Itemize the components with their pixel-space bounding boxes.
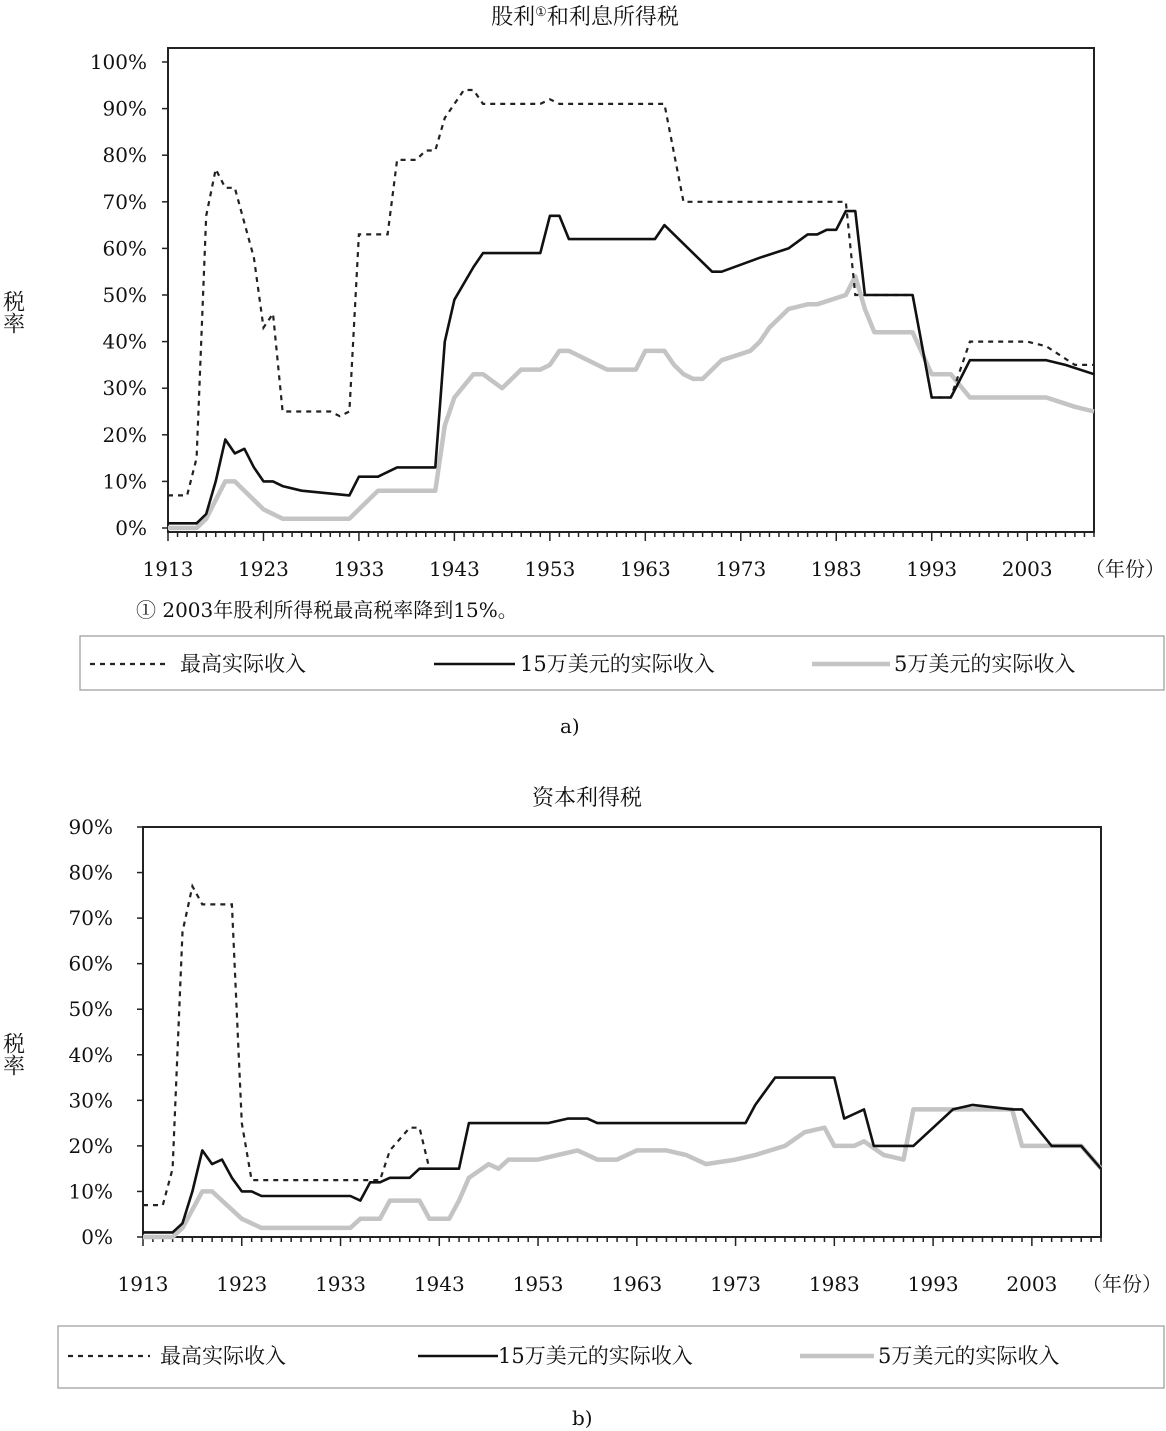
chart-a-x-tick-label: 1933 bbox=[333, 557, 385, 581]
chart-b-legend bbox=[58, 1326, 1164, 1388]
chart-b-legend-label-50k: 5万美元的实际收入 bbox=[878, 1344, 1060, 1368]
chart-a-series-top bbox=[168, 90, 1094, 495]
chart-b-title: 资本利得税 bbox=[531, 786, 643, 811]
chart-a-title: 股利①和利息所得税 bbox=[491, 5, 679, 30]
chart-a-y-tick-label: 30% bbox=[102, 376, 147, 401]
chart-a-x-unit: （年份） bbox=[1085, 557, 1165, 581]
chart-a-series bbox=[168, 90, 1094, 528]
chart-b-y-tick-label: 0% bbox=[81, 1225, 113, 1249]
chart-b-plot-frame bbox=[143, 827, 1101, 1237]
chart-a-x-tick-label: 1953 bbox=[524, 557, 576, 581]
chart-b-x-tick-label: 1963 bbox=[611, 1272, 663, 1296]
chart-a-legend-label-top: 最高实际收入 bbox=[180, 652, 306, 676]
chart-a-x-ticks bbox=[143, 532, 1094, 581]
chart-b-x-tick-label: 1953 bbox=[512, 1272, 564, 1296]
chart-a-y-tick-label: 50% bbox=[102, 283, 147, 307]
chart-b-y-tick-label: 60% bbox=[68, 951, 113, 976]
chart-b bbox=[0, 786, 1164, 1430]
chart-b-y-tick-label: 10% bbox=[68, 1179, 113, 1204]
chart-b-caption: b) bbox=[572, 1406, 593, 1430]
chart-a-y-tick-label: 80% bbox=[102, 143, 147, 168]
chart-a-plot-frame bbox=[168, 48, 1094, 532]
chart-a-x-tick-label: 1993 bbox=[906, 557, 958, 581]
chart-b-x-tick-label: 1933 bbox=[315, 1272, 366, 1296]
chart-b-y-tick-label: 50% bbox=[68, 997, 113, 1022]
chart-b-x-tick-label: 2003 bbox=[1006, 1272, 1058, 1296]
chart-b-y-tick-label: 80% bbox=[68, 860, 113, 885]
chart-a-y-tick-label: 90% bbox=[102, 96, 147, 121]
chart-a-x-tick-label: 2003 bbox=[1001, 557, 1053, 581]
chart-a-x-tick-label: 1973 bbox=[715, 557, 767, 581]
chart-b-x-tick-label: 1913 bbox=[117, 1272, 169, 1296]
chart-b-legend-label-150k: 15万美元的实际收入 bbox=[498, 1344, 693, 1368]
chart-a-series-150k bbox=[168, 211, 1094, 523]
chart-b-series bbox=[143, 886, 1101, 1237]
chart-b-x-tick-label: 1923 bbox=[216, 1272, 268, 1296]
chart-a-y-tick-label: 0% bbox=[115, 516, 147, 540]
chart-b-x-tick-label: 1973 bbox=[710, 1272, 762, 1296]
chart-a-x-tick-label: 1963 bbox=[619, 557, 671, 581]
chart-b-ylabel: 税率 bbox=[0, 1032, 25, 1076]
chart-b-x-ticks bbox=[118, 1237, 1101, 1296]
chart-b-series-top bbox=[143, 886, 429, 1205]
chart-b-y-tick-label: 30% bbox=[68, 1088, 113, 1113]
chart-b-y-tick-label: 20% bbox=[68, 1133, 113, 1158]
chart-a-legend bbox=[80, 636, 1164, 690]
chart-a-x-tick-label: 1913 bbox=[142, 557, 194, 581]
chart-b-y-tick-label: 90% bbox=[68, 815, 113, 839]
chart-a-y-tick-label: 10% bbox=[102, 469, 147, 494]
chart-b-x-unit: （年份） bbox=[1082, 1272, 1162, 1296]
chart-a-legend-label-150k: 15万美元的实际收入 bbox=[520, 652, 715, 676]
chart-a-y-tick-label: 20% bbox=[102, 422, 147, 447]
chart-a-y-ticks bbox=[90, 50, 168, 540]
chart-b-x-tick-label: 1943 bbox=[413, 1272, 465, 1296]
chart-a-ylabel: 税率 bbox=[0, 290, 25, 334]
chart-a-y-tick-label: 40% bbox=[102, 329, 147, 354]
chart-a-legend-label-50k: 5万美元的实际收入 bbox=[894, 652, 1076, 676]
chart-b-x-tick-label: 1983 bbox=[808, 1272, 860, 1296]
chart-a-y-tick-label: 70% bbox=[102, 189, 147, 214]
chart-a bbox=[0, 5, 1165, 738]
chart-b-y-tick-label: 40% bbox=[68, 1042, 113, 1067]
chart-b-y-ticks bbox=[69, 815, 143, 1249]
chart-a-footnote: ① 2003年股利所得税最高税率降到15%。 bbox=[136, 598, 518, 622]
chart-b-series-50k bbox=[143, 1109, 1101, 1237]
chart-a-x-tick-label: 1923 bbox=[238, 557, 289, 581]
chart-a-y-tick-label: 100% bbox=[89, 50, 147, 74]
chart-a-x-tick-label: 1983 bbox=[810, 557, 862, 581]
chart-b-x-tick-label: 1993 bbox=[907, 1272, 959, 1296]
chart-a-x-tick-label: 1943 bbox=[428, 557, 480, 581]
chart-b-legend-label-top: 最高实际收入 bbox=[160, 1344, 286, 1368]
chart-a-caption: a) bbox=[560, 714, 580, 738]
chart-a-y-tick-label: 60% bbox=[102, 236, 147, 261]
chart-b-y-tick-label: 70% bbox=[68, 906, 113, 931]
